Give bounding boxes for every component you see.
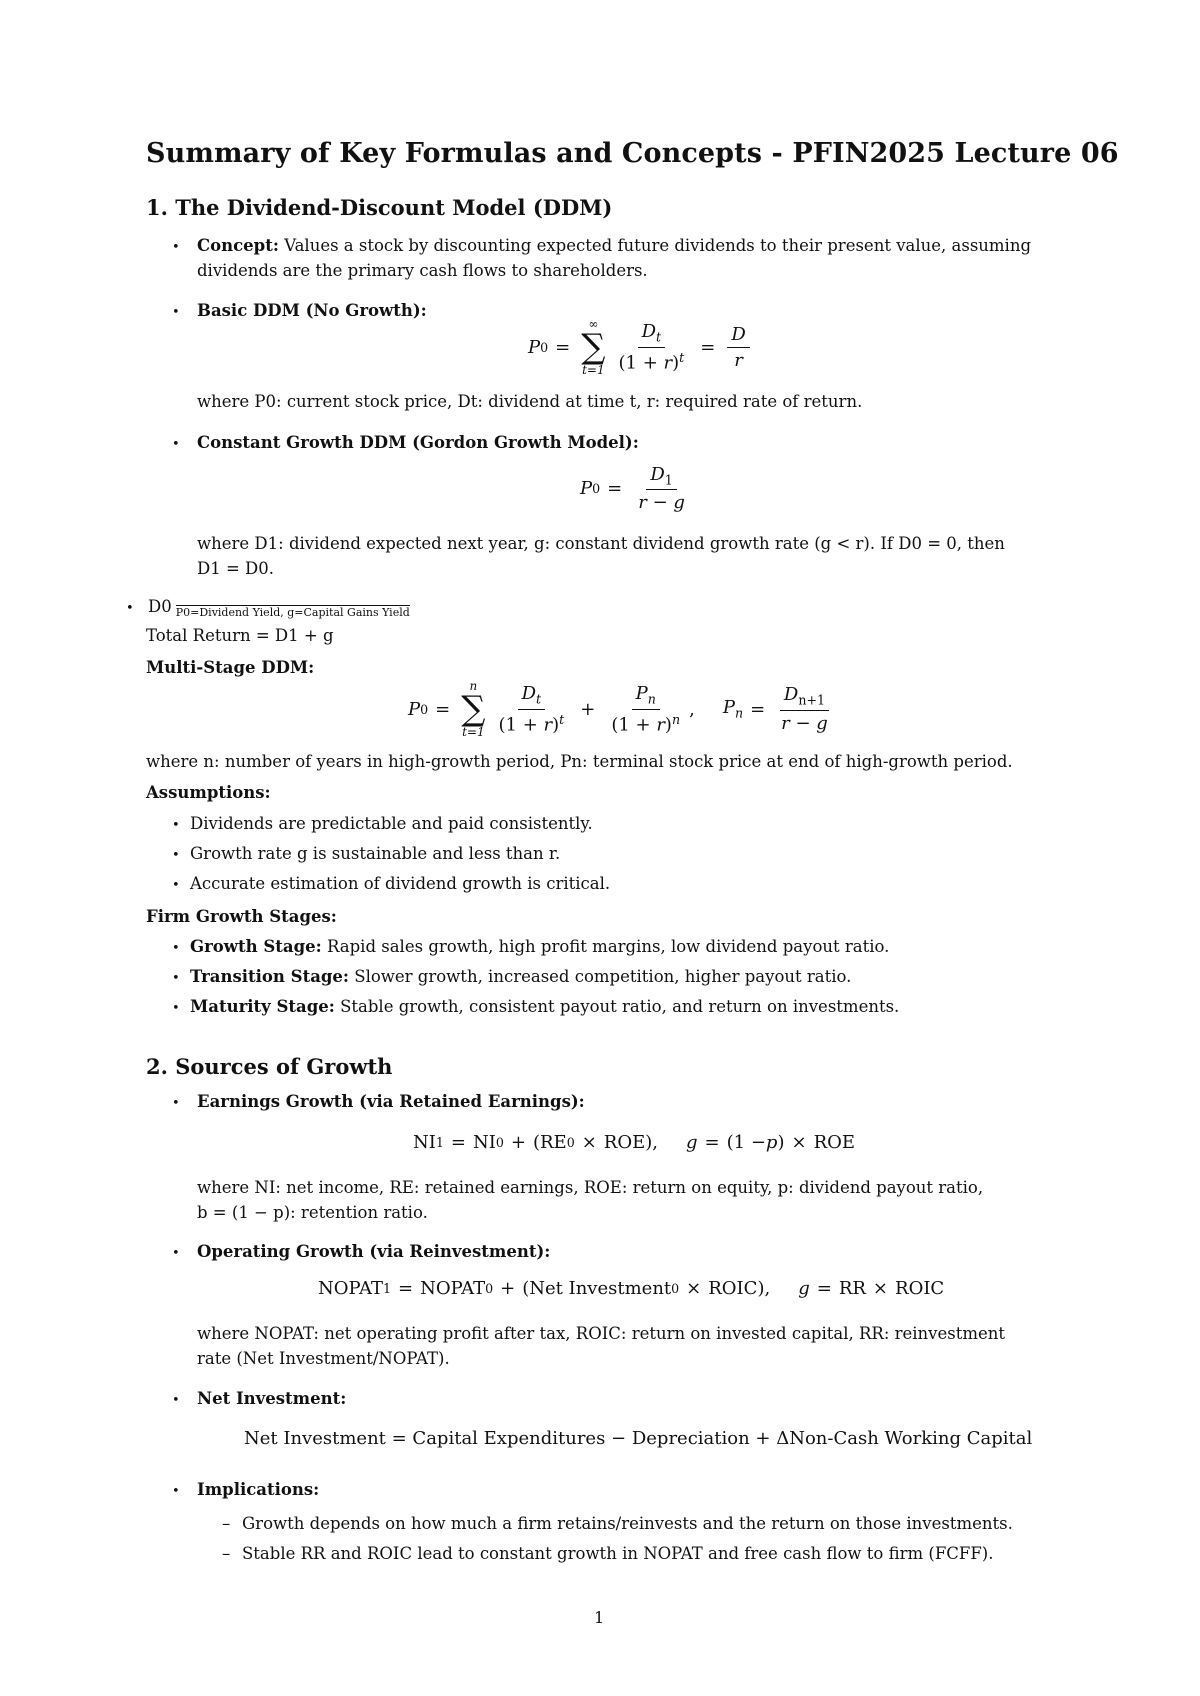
dash-marker: – (222, 1514, 231, 1533)
assumption-item: Accurate estimation of dividend growth is critical. (190, 874, 611, 893)
bullet: • (172, 848, 180, 863)
assumptions-label: Assumptions: (146, 783, 271, 802)
bullet: • (172, 971, 180, 986)
stage-item: Transition Stage: Slower growth, increased competition, higher payout ratio. (190, 967, 852, 986)
gordon-label: Constant Growth DDM (Gordon Growth Model): (197, 433, 639, 452)
gordon-where-2: D1 = D0. (197, 559, 275, 578)
section-heading-ddm: 1. The Dividend-Discount Model (DDM) (146, 195, 613, 220)
bullet: • (172, 1246, 180, 1261)
dash-marker: – (222, 1544, 231, 1563)
earnings-growth-equation: NI 1 = NI 0 + (RE 0 × ROE), g = (1 − p ) × ROE (413, 1132, 856, 1153)
operating-where-2: rate (Net Investment/NOPAT). (197, 1349, 450, 1368)
basic-ddm-where: where P0: current stock price, Dt: dividend at time t, r: required rate of return. (197, 392, 863, 411)
bullet: • (172, 818, 180, 833)
gordon-where-1: where D1: dividend expected next year, g: constant dividend growth rate (g < r). If D0 = 0, then (197, 534, 1005, 553)
stage-item: Growth Stage: Rapid sales growth, high profit margins, low dividend payout ratio. (190, 937, 890, 956)
bullet: • (172, 941, 180, 956)
assumption-item: Dividends are predictable and paid consistently. (190, 814, 593, 833)
multistage-where: where n: number of years in high-growth period, Pn: terminal stock price at end of high-growth period. (146, 752, 1013, 771)
bullet: • (172, 1096, 180, 1111)
bullet: • (126, 601, 134, 616)
bullet: • (172, 437, 180, 452)
bullet: • (172, 878, 180, 893)
bullet: • (172, 1393, 180, 1408)
multistage-label: Multi-Stage DDM: (146, 658, 315, 677)
operating-growth-label: Operating Growth (via Reinvestment): (197, 1242, 551, 1261)
bullet: • (172, 1001, 180, 1016)
earnings-where-1: where NI: net income, RE: retained earnings, ROE: return on equity, p: dividend payout ratio, (197, 1178, 984, 1197)
page-title: Summary of Key Formulas and Concepts - PFIN2025 Lecture 06 (146, 138, 1119, 169)
implication-item: Growth depends on how much a firm retains/reinvests and the return on those investments. (242, 1514, 1013, 1533)
implication-item: Stable RR and ROIC lead to constant growth in NOPAT and free cash flow to firm (FCFF). (242, 1544, 994, 1563)
concept-line-1: Concept: Values a stock by discounting expected future dividends to their present value, assuming (197, 236, 1032, 255)
operating-growth-equation: NOPAT 1 = NOPAT 0 + (Net Investment 0 × ROIC), g = RR × ROIC (318, 1278, 945, 1299)
basic-ddm-label: Basic DDM (No Growth): (197, 301, 427, 320)
assumption-item: Growth rate g is sustainable and less than r. (190, 844, 561, 863)
net-investment-equation: Net Investment = Capital Expenditures − Depreciation + ΔNon-Cash Working Capital (244, 1428, 1033, 1449)
operating-where-1: where NOPAT: net operating profit after tax, ROIC: return on invested capital, RR: reinvestment (197, 1324, 1006, 1343)
stages-label: Firm Growth Stages: (146, 907, 337, 926)
net-investment-label: Net Investment: (197, 1389, 347, 1408)
gordon-equation: P 0 = $\frac{D_1}{r - g}$ (580, 464, 685, 514)
yield-note: D0 $_{P0=Dividend Yield, g=Capital Gains Yield}$ (148, 597, 410, 619)
implications-label: Implications: (197, 1480, 320, 1499)
total-return: Total Return = D1 + g (146, 626, 334, 645)
multistage-equation: P 0 = n ∑ t=1 $\frac{D_t}{(1 + r)^t}$ + $\frac{P_n}{(1 + r)^n}$ , $P_n$ = $\frac{D_{n+1}}{r - g}$ (408, 679, 828, 739)
bullet: • (172, 305, 180, 320)
bullet: • (172, 240, 180, 255)
section-heading-growth: 2. Sources of Growth (146, 1054, 393, 1079)
bullet: • (172, 1484, 180, 1499)
page-number: 1 (594, 1608, 605, 1627)
earnings-where-2: b = (1 − p): retention ratio. (197, 1203, 428, 1222)
stage-item: Maturity Stage: Stable growth, consistent payout ratio, and return on investments. (190, 997, 900, 1016)
concept-line-2: dividends are the primary cash flows to shareholders. (197, 261, 648, 280)
basic-ddm-equation: P 0 = ∞ ∑ t=1 $\frac{D_t}{(1 + r)^t}$ = $\frac{D}{r}$ (528, 318, 755, 376)
earnings-growth-label: Earnings Growth (via Retained Earnings): (197, 1092, 585, 1111)
